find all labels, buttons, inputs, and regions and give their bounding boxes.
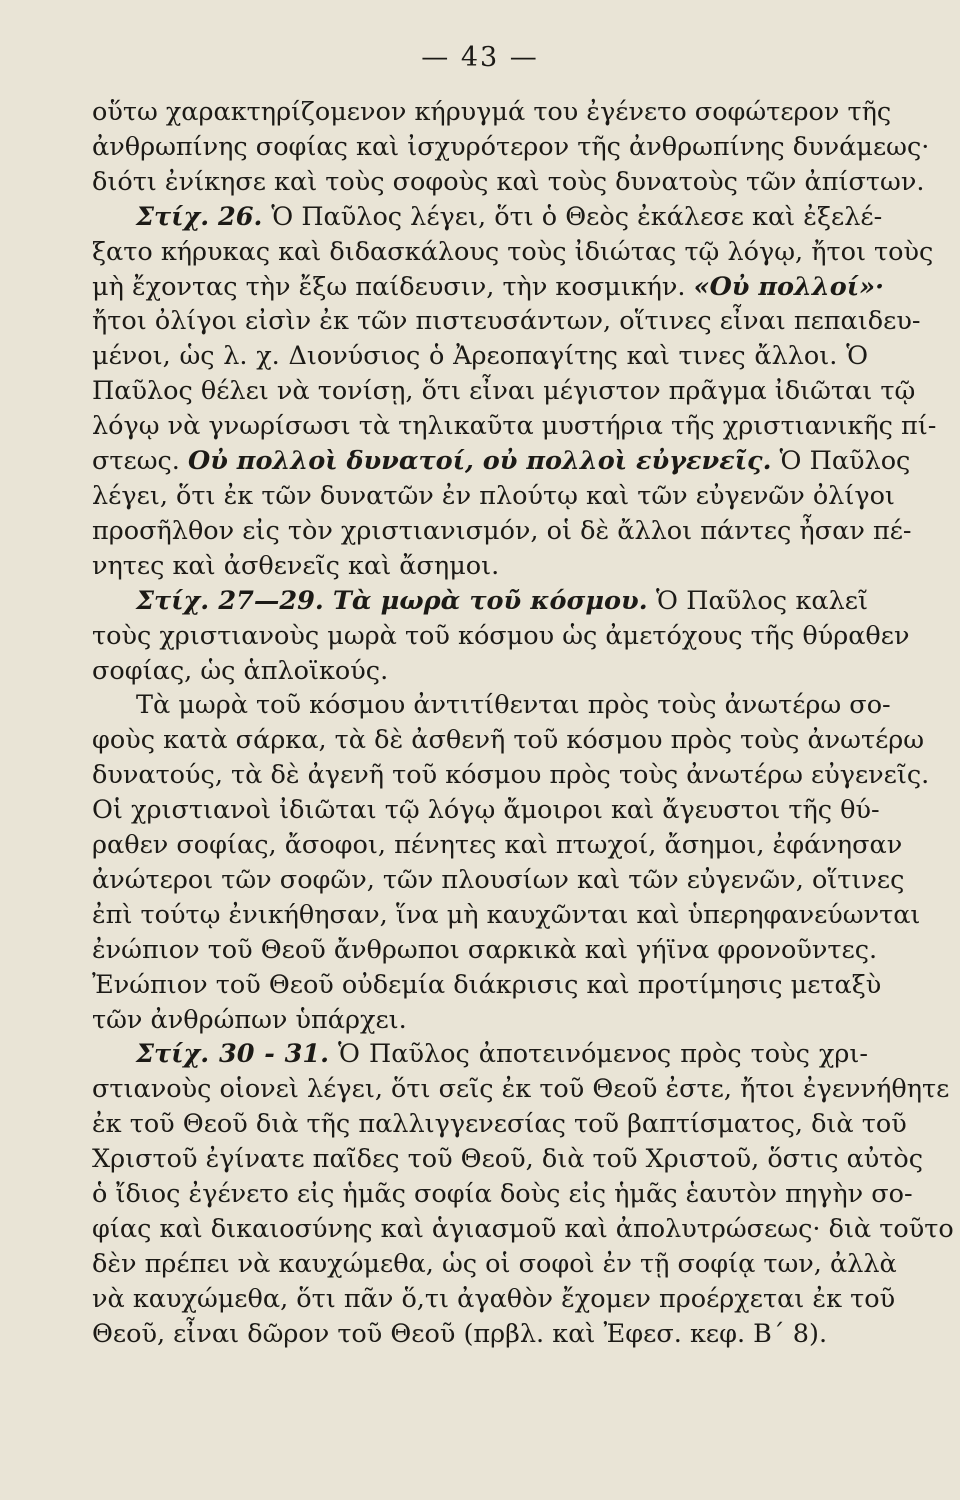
line-text: ἀνθρωπίνης σοφίας καὶ ἰσχυρότερον τῆς ἀνθρωπίνης δυνάμεως· — [92, 131, 930, 162]
text-line — [92, 933, 878, 968]
line-text: διότι ἐνίκησε καὶ τοὺς σοφοὺς καὶ τοὺς δυνατοὺς τῶν ἀπίστων. — [92, 166, 925, 197]
line-text: Τὰ μωρὰ τοῦ κόσμου ἀντιτίθενται πρὸς τοὺς ἀνωτέρω σο- — [136, 690, 891, 721]
line-text: ἀνώτεροι τῶν σοφῶν, τῶν πλουσίων καὶ τῶν εὐγενῶν, οἵτινες — [92, 864, 905, 895]
emphasis-text: «Οὐ πολλοί»· — [693, 271, 884, 302]
line-text: νὰ καυχώμεθα, ὅτι πᾶν ὅ,τι ἀγαθὸν ἔχομεν προέρχεται ἐκ τοῦ — [92, 1283, 896, 1314]
line-text: δυνατούς, τὰ δὲ ἀγενῆ τοῦ κόσμου πρὸς τοὺς ἀνωτέρω εὐγενεῖς. — [92, 760, 930, 791]
line-text: μὴ ἔχοντας τὴν ἔξω παίδευσιν, τὴν κοσμικήν. — [92, 271, 694, 302]
line-text: τῶν ἀνθρώπων ὑπάρχει. — [92, 1004, 407, 1035]
line-text: στιανοὺς οἱονεὶ λέγει, ὅτι σεῖς ἐκ τοῦ Θεοῦ ἐστε, ἤτοι ἐγεννήθητε — [92, 1074, 950, 1105]
text-line — [92, 584, 868, 619]
line-text: ἐκ τοῦ Θεοῦ διὰ τῆς παλλιγγενεσίας τοῦ βαπτίσματος, διὰ τοῦ — [92, 1109, 907, 1140]
text-line — [92, 235, 934, 270]
line-text: δὲν πρέπει νὰ καυχώμεθα, ὡς οἱ σοφοὶ ἐν τῇ σοφίᾳ των, ἀλλὰ — [92, 1248, 897, 1279]
emphasis-text: Οὐ πολλοὶ δυνατοί, οὐ πολλοὶ εὐγενεῖς. — [188, 446, 772, 477]
line-text: Ὁ Παῦλος καλεῖ — [647, 585, 869, 616]
line-text: ραθεν σοφίας, ἄσοφοι, πένητες καὶ πτωχοί, ἄσημοι, ἐφάνησαν — [92, 830, 903, 861]
line-text: ἐνώπιον τοῦ Θεοῦ ἄνθρωποι σαρκικὰ καὶ γήϊνα φρονοῦντες. — [92, 934, 878, 965]
text-line — [92, 1037, 868, 1072]
text-line — [92, 374, 916, 409]
text-line — [92, 270, 884, 305]
text-line — [92, 758, 930, 793]
text-line — [92, 688, 891, 723]
text-line — [92, 654, 868, 689]
text-line — [92, 1317, 868, 1352]
text-line — [92, 863, 905, 898]
line-text: Οἱ χριστιανοὶ ἰδιῶται τῷ λόγῳ ἄμοιροι καὶ ἄγευστοι τῆς θύ- — [92, 795, 880, 826]
text-line — [92, 304, 921, 339]
line-text: φίας καὶ δικαιοσύνης καὶ ἁγιασμοῦ καὶ ἀπολυτρώσεως· διὰ τοῦτο — [92, 1214, 954, 1244]
body-text — [92, 95, 954, 1352]
text-line — [92, 828, 903, 863]
line-text: Ὁ Παῦλος λέγει, ὅτι ὁ Θεὸς ἐκάλεσε καὶ ἐξελέ- — [271, 201, 883, 232]
emphasis-text: Στίχ. 30 - 31. — [136, 1039, 330, 1070]
text-line — [92, 549, 868, 584]
line-text: ἐπὶ τούτῳ ἐνικήθησαν, ἵνα μὴ καυχῶνται καὶ ὑπερηφανεύωνται — [92, 899, 921, 930]
page-number: — 43 — — [421, 42, 539, 73]
text-line — [92, 165, 925, 200]
text-line — [92, 1003, 868, 1038]
text-line — [92, 1212, 954, 1247]
text-line — [92, 409, 937, 444]
text-line — [92, 339, 868, 374]
line-text: ξατο κήρυκας καὶ διδασκάλους τοὺς ἰδιώτας τῷ λόγῳ, ἤτοι τοὺς — [92, 236, 934, 267]
text-line — [92, 723, 925, 758]
text-line — [92, 1247, 897, 1282]
text-line — [92, 1072, 950, 1107]
line-text: μένοι, ὡς λ. χ. Διονύσιος ὁ Ἀρεοπαγίτης καὶ τινες ἄλλοι. Ὁ — [92, 341, 868, 372]
line-text: λέγει, ὅτι ἐκ τῶν δυνατῶν ἐν πλούτῳ καὶ τῶν εὐγενῶν ὀλίγοι — [92, 480, 895, 511]
text-line — [92, 619, 910, 654]
line-text: τοὺς χριστιανοὺς μωρὰ τοῦ κόσμου ὡς ἀμετόχους τῆς θύραθεν — [92, 620, 910, 651]
text-line — [92, 514, 912, 549]
text-line — [92, 444, 911, 479]
line-text: ὁ ἴδιος ἐγένετο εἰς ἡμᾶς σοφία δοὺς εἰς ἡμᾶς ἑαυτὸν πηγὴν σο- — [92, 1179, 913, 1210]
line-text: Χριστοῦ ἐγίνατε παῖδες τοῦ Θεοῦ, διὰ τοῦ Χριστοῦ, ὅστις αὐτὸς — [92, 1144, 924, 1175]
line-text: Θεοῦ, εἶναι δῶρον τοῦ Θεοῦ (πρβλ. καὶ Ἐφεσ. κεφ. Β΄ 8). — [92, 1318, 828, 1349]
line-text: προσῆλθον εἰς τὸν χριστιανισμόν, οἱ δὲ ἄλλοι πάντες ἦσαν πέ- — [92, 515, 912, 546]
text-line — [92, 479, 895, 514]
text-line — [92, 968, 882, 1003]
text-line — [92, 1142, 924, 1177]
line-text: οὕτω χαρακτηρίζομενον κήρυγμά του ἐγένετο σοφώτερον τῆς — [92, 97, 892, 127]
line-text: Ὁ Παῦλος — [771, 446, 911, 477]
text-line — [92, 95, 892, 130]
text-line — [92, 1282, 896, 1317]
line-text: φοὺς κατὰ σάρκα, τὰ δὲ ἀσθενῆ τοῦ κόσμου πρὸς τοὺς ἀνωτέρω — [92, 725, 925, 756]
line-text: σοφίας, ὡς ἁπλοϊκούς. — [92, 655, 389, 686]
line-text: λόγῳ νὰ γνωρίσωσι τὰ τηλικαῦτα μυστήρια τῆς χριστιανικῆς πί- — [92, 411, 937, 442]
text-line — [92, 793, 880, 828]
line-text: ἤτοι ὀλίγοι εἰσὶν ἐκ τῶν πιστευσάντων, οἵτινες εἶναι πεπαιδευ- — [92, 306, 921, 337]
text-line — [92, 898, 921, 933]
emphasis-text: Στίχ. 26. — [136, 201, 272, 232]
text-line — [92, 1177, 913, 1212]
line-text: Παῦλος θέλει νὰ τονίσῃ, ὅτι εἶναι μέγιστον πρᾶγμα ἰδιῶται τῷ — [92, 376, 916, 407]
text-line — [92, 130, 930, 165]
emphasis-text: Στίχ. 27—29. Τὰ μωρὰ τοῦ κόσμου. — [136, 585, 648, 616]
text-line — [92, 1107, 907, 1142]
line-text: Ἐνώπιον τοῦ Θεοῦ οὐδεμία διάκρισις καὶ προτίμησις μεταξὺ — [92, 969, 882, 1000]
line-text: Ὁ Παῦλος ἀποτεινόμενος πρὸς τοὺς χρι- — [329, 1039, 868, 1070]
line-text: στεως. — [92, 446, 189, 477]
line-text: νητες καὶ ἀσθενεῖς καὶ ἄσημοι. — [92, 550, 500, 581]
text-line — [92, 200, 883, 235]
